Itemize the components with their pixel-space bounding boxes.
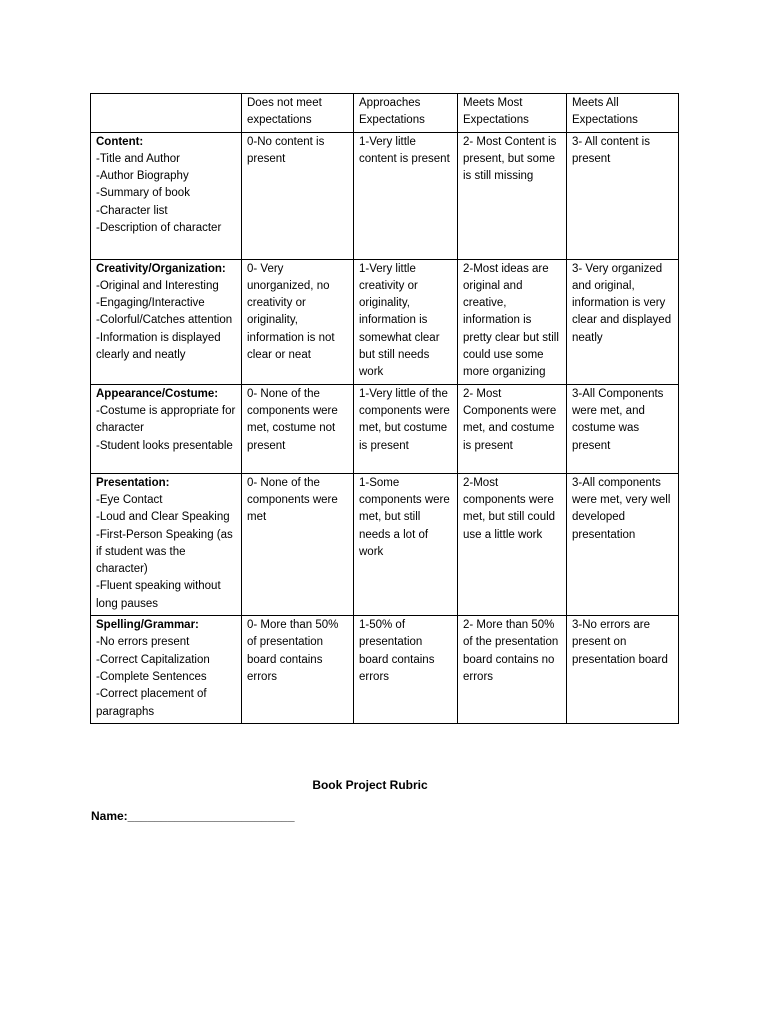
level-3-cell: 3- Very organized and original, information is very clear and displayed neatly bbox=[567, 259, 679, 384]
criteria-item: -No errors present bbox=[96, 636, 190, 649]
level-0-cell: 0- None of the components were met bbox=[242, 473, 354, 615]
criteria-title: Appearance/Costume: bbox=[96, 387, 219, 400]
rubric-row-creativity bbox=[91, 259, 679, 384]
criteria-cell bbox=[91, 132, 242, 259]
header-row bbox=[91, 94, 679, 133]
criteria-item: -Author Biography bbox=[96, 170, 189, 183]
level-0-cell: 0- None of the components were met, costume not present bbox=[242, 384, 354, 473]
level-3-cell: 3-No errors are present on presentation board bbox=[567, 616, 679, 724]
criteria-item: -Student looks presentable bbox=[96, 439, 233, 452]
header-approaches: Approaches Expectations bbox=[354, 94, 458, 133]
criteria-item: -Summary of book bbox=[96, 187, 190, 200]
level-3-cell: 3-All Components were met, and costume was present bbox=[567, 384, 679, 473]
level-1-cell: 1-Very little of the components were met, but costume is present bbox=[354, 384, 458, 473]
level-1-cell: 1-Very little creativity or originality, information is somewhat clear but still needs work bbox=[354, 259, 458, 384]
criteria-cell bbox=[91, 259, 242, 384]
rubric-table bbox=[90, 93, 679, 724]
document-title: Book Project Rubric bbox=[312, 778, 428, 792]
criteria-item: -Title and Author bbox=[96, 152, 180, 165]
criteria-item: -Complete Sentences bbox=[96, 670, 207, 683]
criteria-item: -Eye Contact bbox=[96, 493, 163, 506]
level-3-cell: 3- All content is present bbox=[567, 132, 679, 259]
level-1-cell: 1-Some components were met, but still needs a lot of work bbox=[354, 473, 458, 615]
rubric-row-spelling bbox=[91, 616, 679, 724]
level-1-cell: 1-50% of presentation board contains errors bbox=[354, 616, 458, 724]
criteria-item: -Loud and Clear Speaking bbox=[96, 511, 230, 524]
level-2-cell: 2-Most components were met, but still could use a little work bbox=[458, 473, 567, 615]
criteria-item: -First-Person Speaking (as if student was the character) bbox=[96, 528, 233, 576]
level-0-cell: 0- More than 50% of presentation board contains errors bbox=[242, 616, 354, 724]
level-3-cell: 3-All components were met, very well developed presentation bbox=[567, 473, 679, 615]
header-criteria bbox=[91, 94, 242, 133]
criteria-item: -Character list bbox=[96, 204, 168, 217]
rubric-row-appearance bbox=[91, 384, 679, 473]
criteria-title: Spelling/Grammar: bbox=[96, 619, 199, 632]
level-2-cell: 2- Most Components were met, and costume is present bbox=[458, 384, 567, 473]
level-2-cell: 2- Most Content is present, but some is still missing bbox=[458, 132, 567, 259]
criteria-title: Content: bbox=[96, 135, 144, 148]
criteria-item: -Colorful/Catches attention bbox=[96, 314, 233, 327]
header-meets-all: Meets All Expectations bbox=[567, 94, 679, 133]
criteria-cell bbox=[91, 473, 242, 615]
header-does-not-meet: Does not meet expectations bbox=[242, 94, 354, 133]
document-title-wrapper bbox=[0, 777, 768, 794]
level-0-cell: 0-No content is present bbox=[242, 132, 354, 259]
rubric-row-presentation bbox=[91, 473, 679, 615]
criteria-item: -Correct Capitalization bbox=[96, 653, 210, 666]
criteria-cell bbox=[91, 384, 242, 473]
level-2-cell: 2-Most ideas are original and creative, information is pretty clear but still could use some more organizing bbox=[458, 259, 567, 384]
criteria-title: Presentation: bbox=[96, 476, 170, 489]
level-0-cell: 0- Very unorganized, no creativity or originality, information is not clear or neat bbox=[242, 259, 354, 384]
rubric-row-content bbox=[91, 132, 679, 259]
level-2-cell: 2- More than 50% of the presentation board contains no errors bbox=[458, 616, 567, 724]
criteria-item: -Description of character bbox=[96, 222, 222, 235]
criteria-item: -Correct placement of paragraphs bbox=[96, 688, 207, 718]
criteria-item: -Original and Interesting bbox=[96, 279, 219, 292]
criteria-cell bbox=[91, 616, 242, 724]
criteria-item: -Costume is appropriate for character bbox=[96, 404, 236, 435]
criteria-title: Creativity/Organization: bbox=[96, 262, 226, 275]
criteria-item: -Engaging/Interactive bbox=[96, 297, 205, 310]
name-field-line: Name:_________________________ bbox=[91, 809, 295, 823]
header-meets-most: Meets Most Expectations bbox=[458, 94, 567, 133]
criteria-item: -Information is displayed clearly and neatly bbox=[96, 331, 221, 362]
level-1-cell: 1-Very little content is present bbox=[354, 132, 458, 259]
criteria-item: -Fluent speaking without long pauses bbox=[96, 580, 221, 610]
